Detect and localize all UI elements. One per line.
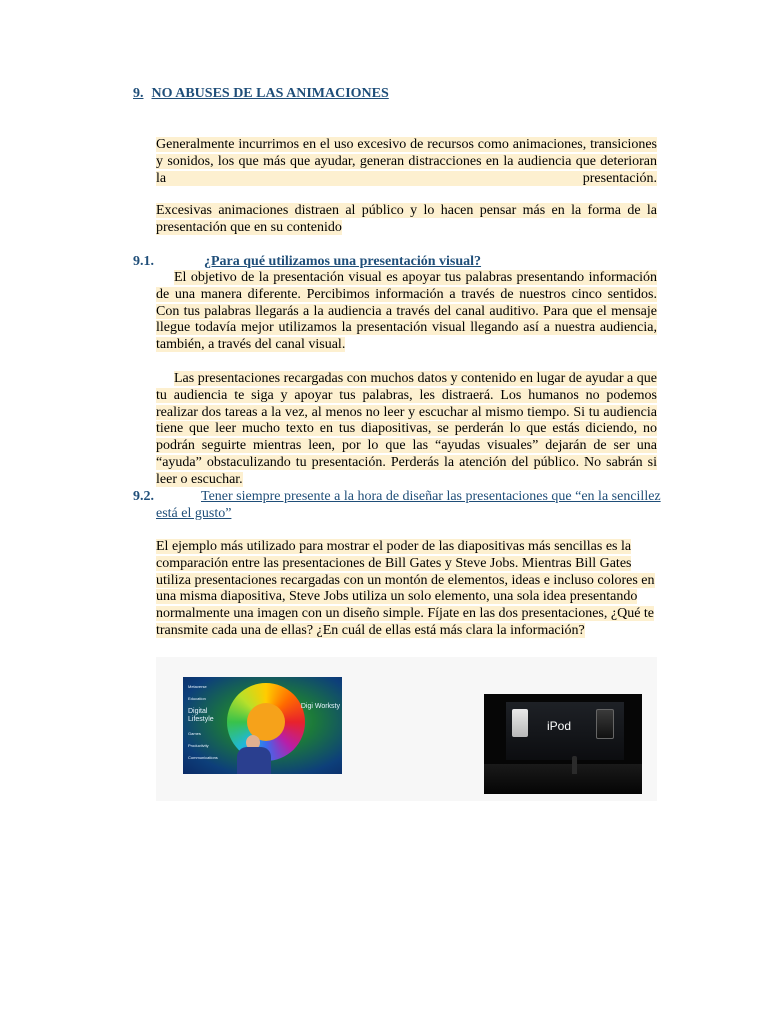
subsection-9-2-heading (156, 489, 661, 523)
ipod-white-icon (512, 709, 528, 737)
paragraph-objective (156, 270, 657, 354)
bill-gates-presentation-image (183, 677, 342, 774)
section-title: NO ABUSES DE LAS ANIMACIONES (151, 86, 389, 101)
subsection-9-1-number: 9.1. (133, 254, 154, 269)
slide-menu-item: Communications (188, 755, 218, 760)
subsection-9-2-number: 9.2. (133, 489, 154, 504)
slide-menu-column (188, 681, 228, 764)
paragraph-intro-text: Generalmente incurrimos en el uso excesivo de recursos como animaciones, transiciones y sonidos, los que más que ayudar, generan distracciones en la audiencia que deterioran la presentación. (156, 137, 657, 186)
slide-menu-item: Education (188, 696, 206, 701)
paragraph-overloaded-text: Las presentaciones recargadas con muchos datos y contenido en lugar de ayudar a que tu audiencia te siga y apoyar tus palabras, les distraerá. Los humanos no podemos realizar dos tareas a la vez, al menos no leer y escuchar al mismo tiempo. Si tu audiencia tiene que leer mucho texto en tus diapositivas, se perderán lo que estás diciendo, no podrán seguirte mientras leen, por lo que las “ayudas visuales” dejarán de ser una “ayuda” obstaculizando tu presentación. Perderás la atención del público. No sabrán si leer o escuchar. (156, 371, 657, 487)
slide-menu-item: Productivity (188, 743, 209, 748)
subsection-9-2-title[interactable]: Tener siempre presente a la hora de diseñar las presentaciones que “en la sencillez está el gusto” (156, 489, 661, 521)
slide-feature-label: Digital Lifestyle (188, 708, 214, 723)
section-heading (133, 86, 389, 102)
slide-menu-item: Games (188, 731, 201, 736)
paragraph-animations-text: Excesivas animaciones distraen al público y lo hacen pensar más en la forma de la presentación que en su contenido (156, 203, 657, 235)
paragraph-example-text: El ejemplo más utilizado para mostrar el poder de las diapositivas más sencillas es la comparación entre las presentaciones de Bill Gates y Steve Jobs. Mientras Bill Gates utiliza presentaciones recargadas con un montón de elementos, ideas e incluso colores en una misma diapositiva, Steve Jobs utiliza un solo elemento, una sola idea presentando normalmente una imagen con un diseño simple. Fíjate en las dos presentaciones, ¿Qué te transmite cada una de ellas? ¿En cuál de ellas está más clara la información? (156, 539, 655, 638)
speaker-figure (572, 756, 577, 774)
paragraph-overloaded (156, 371, 657, 489)
slide-feature-label-right: Digi Worksty (300, 703, 340, 710)
speaker-body (237, 747, 271, 774)
ipod-black-icon (596, 709, 614, 739)
subsection-9-1-title: ¿Para qué utilizamos una presentación visual? (204, 254, 482, 269)
paragraph-intro (156, 137, 657, 187)
ipod-wordmark: iPod (547, 719, 572, 733)
steve-jobs-presentation-image (484, 694, 642, 794)
slide-menu-item: Metaverse (188, 684, 207, 689)
section-number: 9. (133, 86, 144, 101)
paragraph-example (156, 539, 659, 640)
paragraph-animations (156, 203, 657, 237)
stage-floor (484, 764, 642, 794)
paragraph-objective-text: El objetivo de la presentación visual es apoyar tus palabras presentando información de una manera diferente. Percibimos información a través de nuestros cinco sentidos. Con tus palabras llegarás a la audiencia a través del canal auditivo. Para que el mensaje llegue todavía mejor utilizamos la presentación visual llegando así a nuestra audiencia, también, a través del canal visual. (156, 270, 657, 353)
